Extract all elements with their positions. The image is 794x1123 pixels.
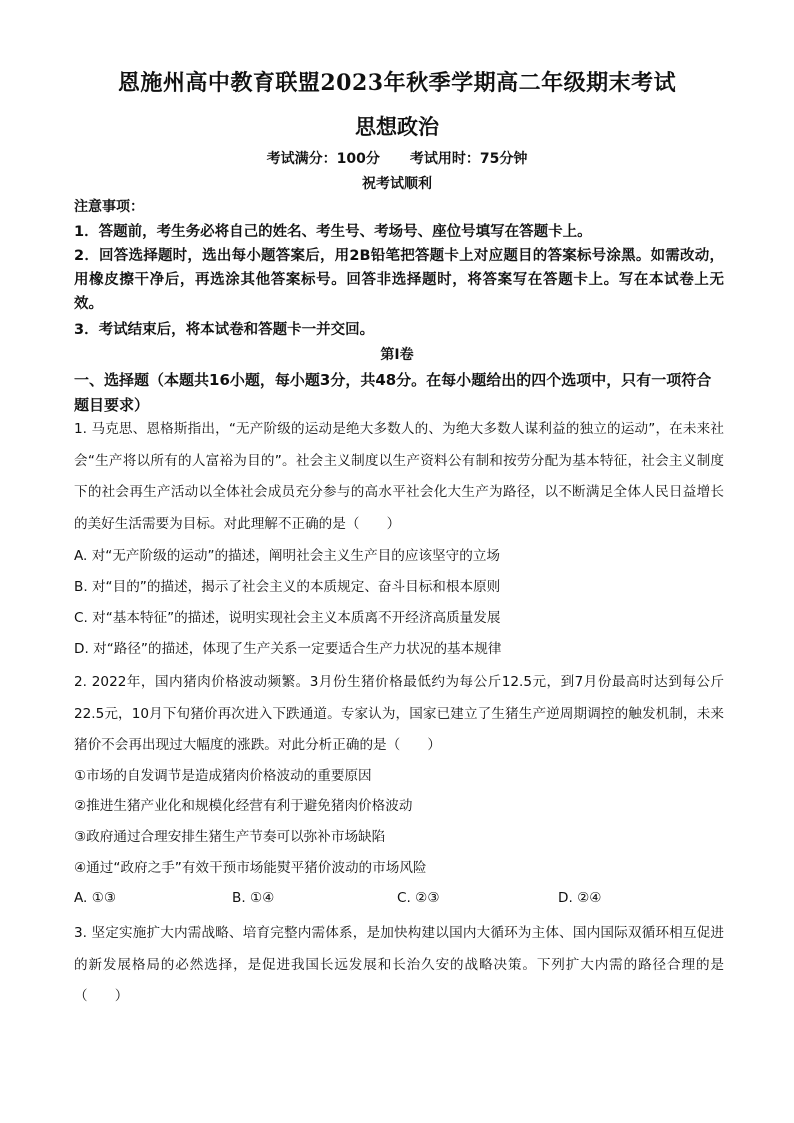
question-1-option-c: C. 对“基本特征”的描述，说明实现社会主义本质离不开经济高质量发展 [74, 610, 501, 626]
exam-meta [0, 148, 794, 168]
notice-item-1: 1．答题前，考生务必将自己的姓名、考生号、考场号、座位号填写在答题卡上。 [74, 224, 592, 240]
question-1-option-d: D. 对“路径”的描述，体现了生产关系一定要适合生产力状况的基本规律 [74, 641, 502, 657]
question-1-option-b: B. 对“目的”的描述，揭示了社会主义的本质规定、奋斗目标和根本原则 [74, 579, 501, 595]
exam-score: 考试满分：100分 [266, 151, 380, 167]
question-2-choice-b: B. ①④ [232, 890, 275, 906]
exam-title: 恩施州高中教育联盟2023年秋季学期高二年级期末考试 [117, 70, 677, 96]
question-2-statement-3: ③政府通过合理安排生猪生产节奏可以弥补市场缺陷 [74, 829, 386, 845]
notice-heading: 注意事项： [74, 199, 144, 215]
question-2-statement-4: ④通过“政府之手”有效干预市场能熨平猪价波动的市场风险 [74, 860, 427, 876]
question-1-option-a: A. 对“无产阶级的运动”的描述，阐明社会主义生产目的应该坚守的立场 [74, 548, 501, 564]
exam-subject: 思想政治 [355, 114, 439, 139]
section-title: 第Ⅰ卷 [380, 347, 414, 363]
notice-item-3: 3．考试结束后，将本试卷和答题卡一并交回。 [74, 322, 375, 338]
question-2-statement-1: ①市场的自发调节是造成猪肉价格波动的重要原因 [74, 768, 372, 784]
question-2-stem: 2. 2022年，国内猪肉价格波动频繁。3月份生猪价格最低约为每公斤12.5元，到7月份最高时达到每公斤22.5元，10月下旬猪价再次进入下跌通道。专家认为，国家已建立了生猪生产逆周期调控的触发机制，未来猪价不会再出现过大幅度的涨跌。对此分析正确的是（ ） [74, 674, 724, 753]
question-2-statement-2: ②推进生猪产业化和规模化经营有利于避免猪肉价格波动 [74, 798, 413, 814]
question-1-stem: 1. 马克思、恩格斯指出，“无产阶级的运动是绝大多数人的、为绝大多数人谋利益的独立的运动”，在未来社会“生产将以所有的人富裕为目的”。社会主义制度以生产资料公有制和按劳分配为基本特征，社会主义制度下的社会再生产活动以全体社会成员充分参与的高水平社会化大生产为路径，以不断满足全体人民日益增长的美好生活需要为目标。对此理解不正确的是（ ） [74, 421, 724, 532]
notice-item-2: 2．回答选择题时，选出每小题答案后，用2B铅笔把答题卡上对应题目的答案标号涂黑。如需改动，用橡皮擦干净后，再选涂其他答案标号。回答非选择题时，将答案写在答题卡上。写在本试卷上无效。 [74, 248, 724, 312]
question-2-choice-d: D. ②④ [558, 890, 602, 906]
question-3-stem: 3. 坚定实施扩大内需战略、培育完整内需体系，是加快构建以国内大循环为主体、国内国际双循环相互促进的新发展格局的必然选择，是促进我国长远发展和长治久安的战略决策。下列扩大内需的路径合理的是（ ） [74, 925, 724, 1004]
exam-time: 考试用时：75分钟 [409, 151, 528, 167]
part-title: 一、选择题（本题共16小题，每小题3分，共48分。在每小题给出的四个选项中，只有一项符合题目要求） [74, 371, 712, 414]
question-2-choice-c: C. ②③ [397, 890, 440, 906]
question-2-choice-a: A. ①③ [74, 890, 117, 906]
exam-wish: 祝考试顺利 [362, 176, 432, 192]
